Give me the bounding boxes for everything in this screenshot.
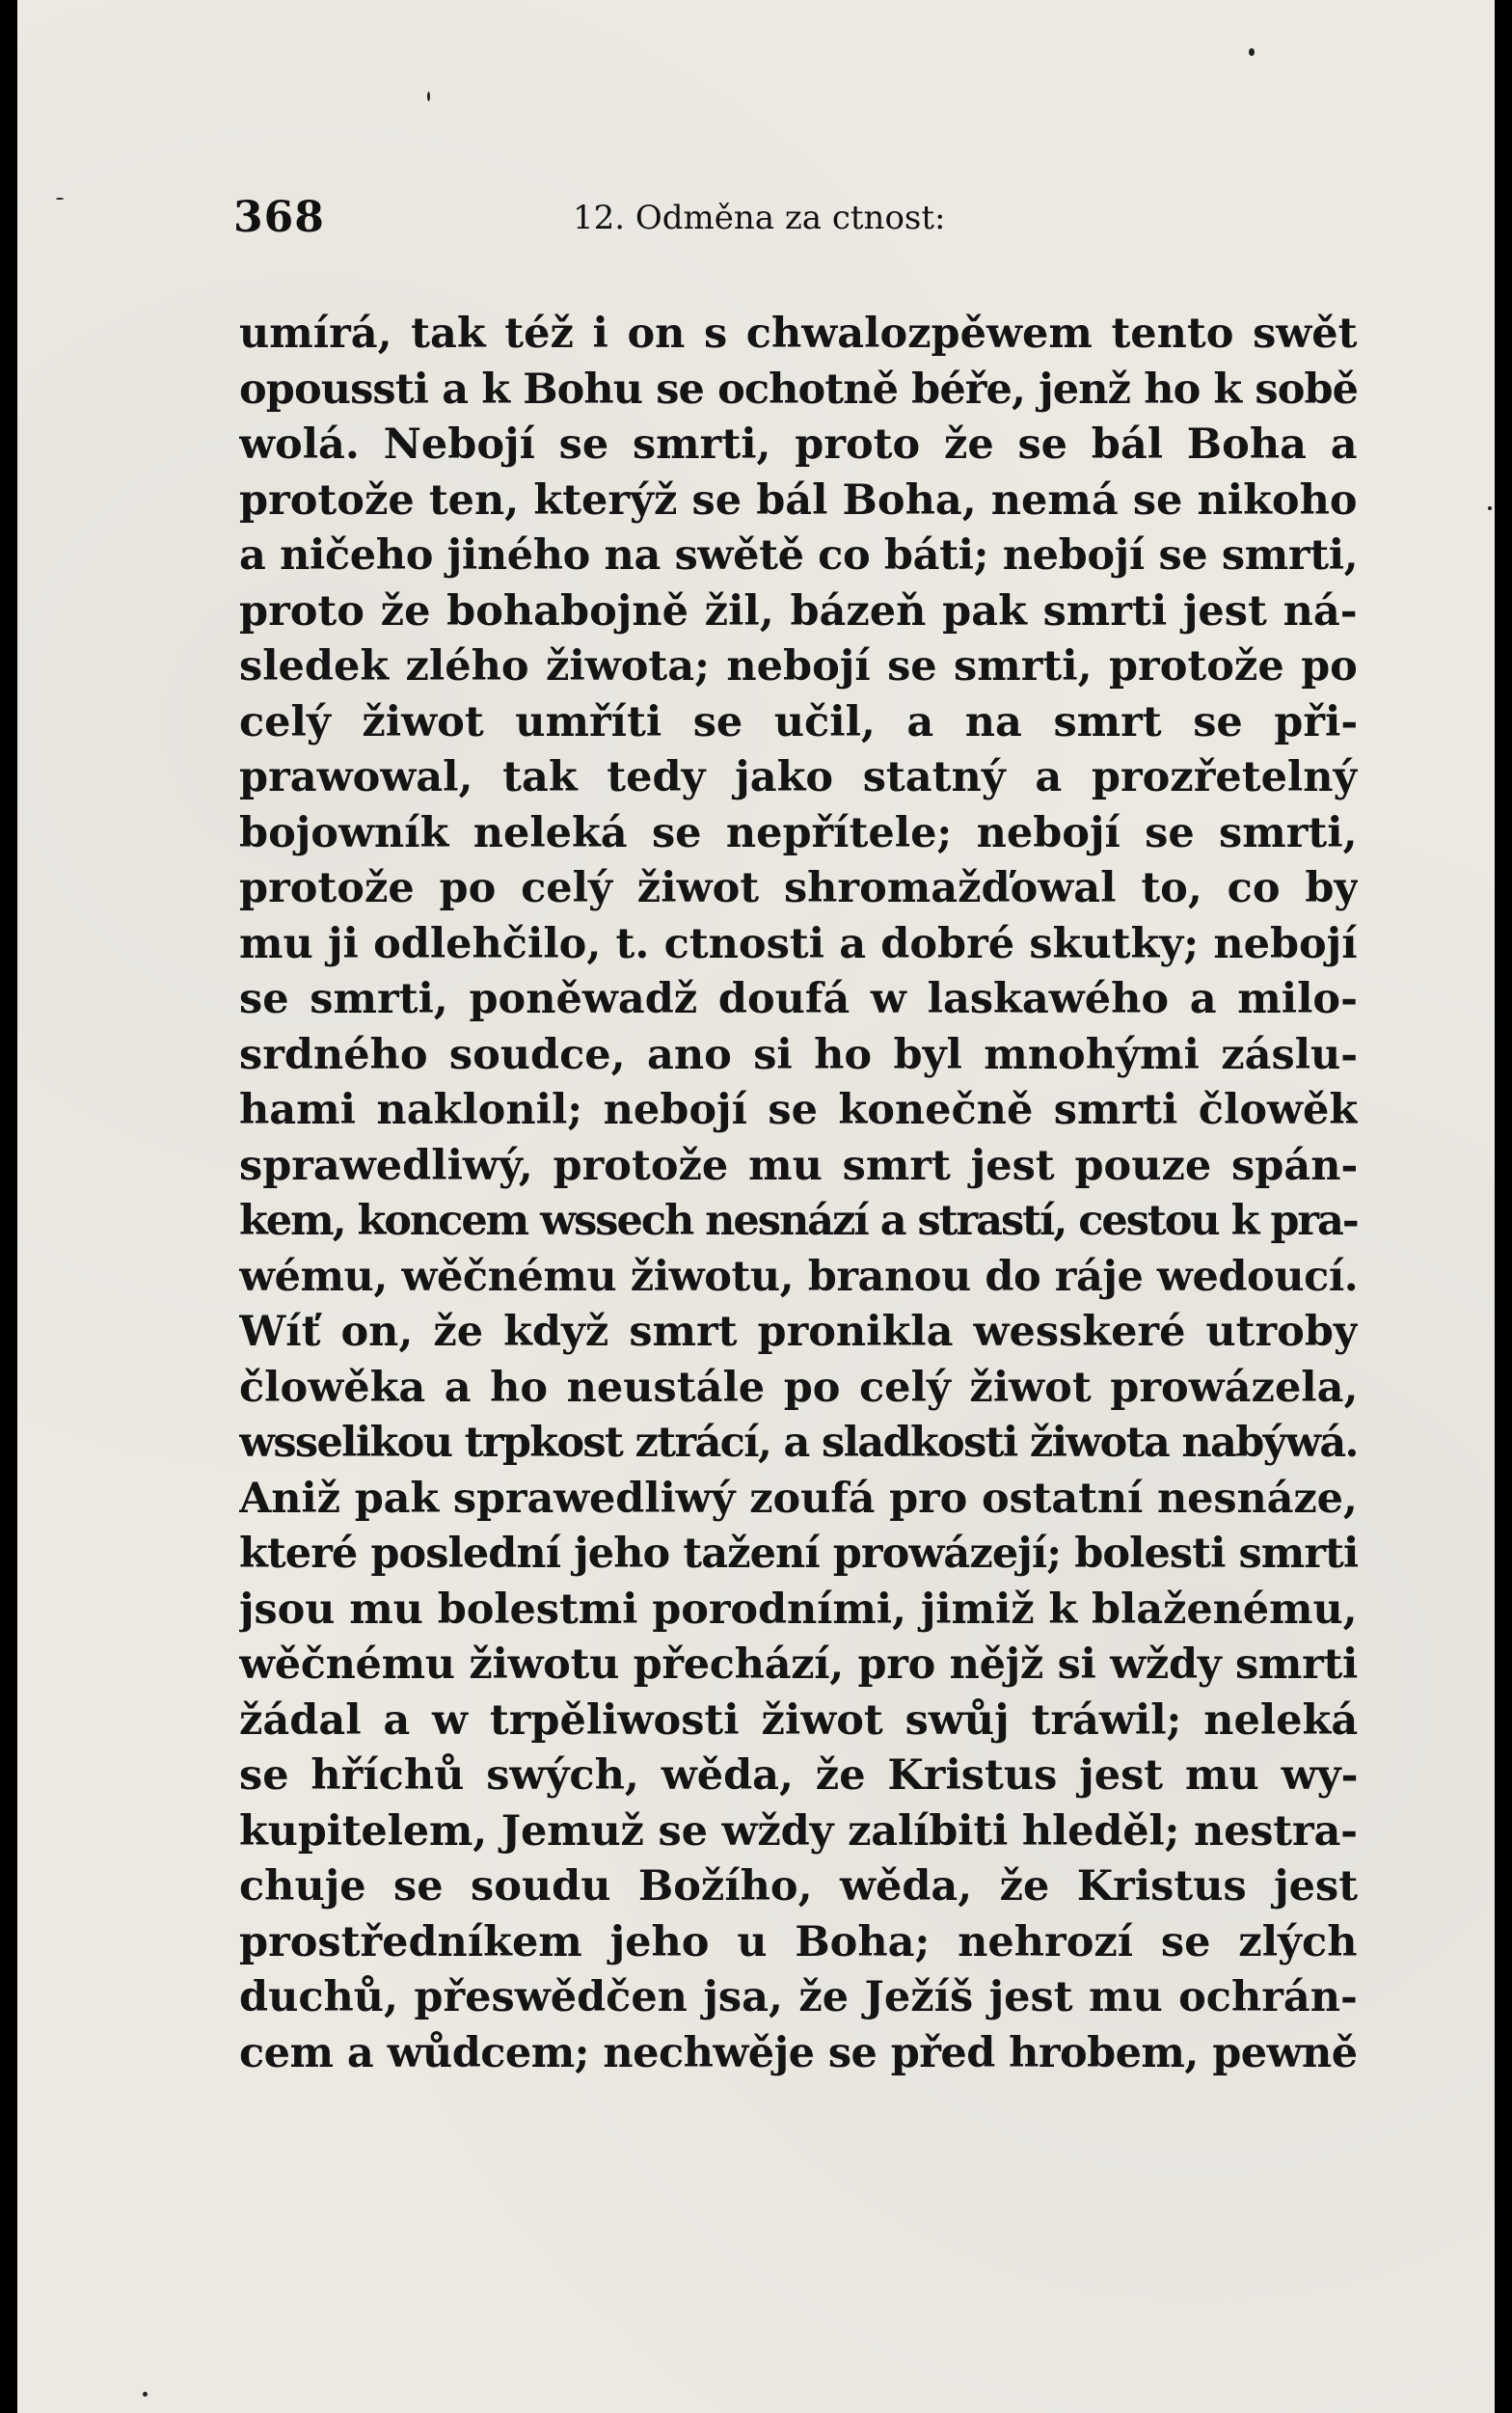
page-header	[217, 193, 988, 251]
text-line: sprawedliwý, protože mu smrt jest pouze spán-	[239, 1141, 1358, 1190]
paper-speck	[1488, 506, 1492, 510]
text-line: protože po celý žiwot shromažďowal to, co by	[239, 864, 1358, 912]
text-line: kupitelem, Jemuž se wždy zalíbiti hleděl; nestra-	[239, 1806, 1358, 1856]
text-line: jsou mu bolestmi porodními, jimiž k blaženému,	[239, 1585, 1358, 1634]
text-line: prawowal, tak tedy jako statný a prozřetelný	[239, 753, 1358, 801]
paper-speck	[1249, 48, 1255, 56]
text-line: wsselikou trpkost ztrácí, a sladkosti žiwota nabýwá.	[239, 1419, 1358, 1467]
text-line: člowěka a ho neustále po celý žiwot prowázela,	[239, 1363, 1358, 1412]
text-line: Aniž pak sprawedliwý zoufá pro ostatní nesnáze,	[239, 1474, 1358, 1523]
text-line: mu ji odlehčilo, t. ctnosti a dobré skutky; nebojí	[239, 919, 1358, 968]
text-line: a ničeho jiného na swětě co báti; nebojí se smrti,	[239, 531, 1358, 580]
text-line: wému, wěčnému žiwotu, branou do ráje wedoucí.	[239, 1252, 1358, 1301]
running-head: 12. Odměna za ctnost:	[573, 199, 946, 237]
text-line: sledek zlého žiwota; nebojí se smrti, protože po	[239, 642, 1358, 691]
text-line: protože ten, kterýž se bál Boha, nemá se nikoho	[239, 475, 1358, 525]
body-text	[239, 307, 1358, 2081]
page-number: 368	[233, 193, 325, 242]
text-line: cem a wůdcem; nechwěje se před hrobem, pewně	[239, 2028, 1358, 2077]
text-line: prostředníkem jeho u Boha; nehrozí se zlých	[239, 1917, 1358, 1966]
text-line: kem, koncem wssech nesnází a strastí, cestou k pra-	[239, 1197, 1358, 1245]
text-line: duchů, přeswědčen jsa, že Ježíš jest mu ochrán-	[239, 1973, 1358, 2021]
paper-speck	[143, 2392, 148, 2397]
text-line: srdného soudce, ano si ho byl mnohými záslu-	[239, 1030, 1358, 1079]
paper-speck	[56, 198, 64, 200]
text-line: opoussti a k Bohu se ochotně béře, jenž ho k sobě	[239, 365, 1358, 414]
scan-border	[1495, 0, 1512, 2413]
text-line: chuje se soudu Božího, wěda, že Kristus jest	[239, 1862, 1358, 1911]
text-line: žádal a w trpěliwosti žiwot swůj tráwil; neleká	[239, 1695, 1358, 1745]
text-line: které poslední jeho tažení prowázejí; bolesti smrti	[239, 1530, 1358, 1578]
text-line: se smrti, poněwadž doufá w laskawého a milo-	[239, 975, 1358, 1023]
text-line: wěčnému žiwotu přechází, pro nějž si wždy smrti	[239, 1640, 1358, 1689]
text-line: umírá, tak též i on s chwalozpěwem tento swět	[239, 310, 1358, 358]
text-line: bojowník neleká se nepřítele; nebojí se smrti,	[239, 808, 1358, 857]
text-line: Wíť on, že když smrt pronikla wesskeré utroby	[239, 1308, 1358, 1356]
text-line: wolá. Nebojí se smrti, proto že se bál Boha a	[239, 420, 1358, 469]
text-line: hami naklonil; nebojí se konečně smrti člowěk	[239, 1086, 1358, 1134]
paper-speck	[427, 92, 430, 101]
book-page	[17, 0, 1495, 2413]
text-line: proto že bohabojně žil, bázeň pak smrti jest ná-	[239, 586, 1358, 636]
text-line: celý žiwot umříti se učil, a na smrt se při-	[239, 697, 1358, 746]
text-line: se hříchů swých, wěda, že Kristus jest mu wy-	[239, 1751, 1358, 1800]
